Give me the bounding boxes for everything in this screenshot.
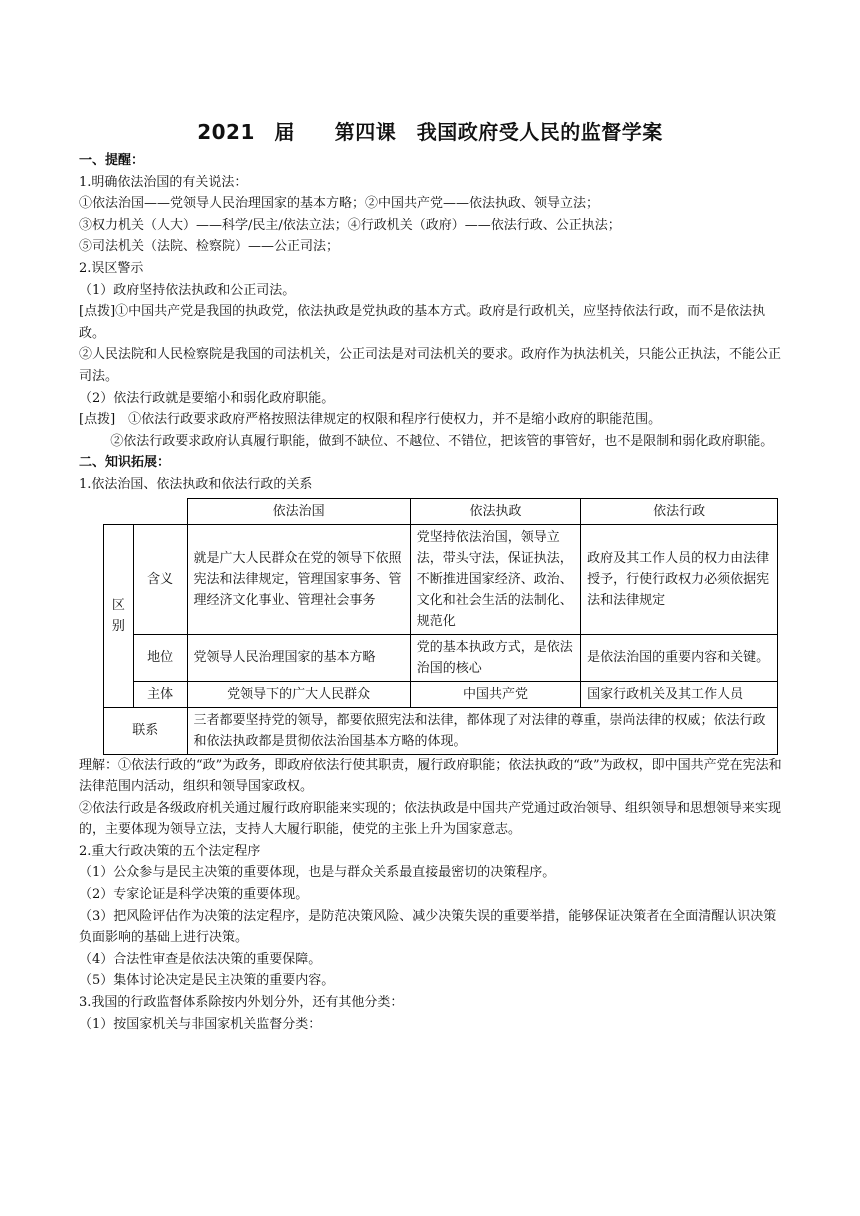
table-cell: 国家行政机关及其工作人员 [581,681,778,707]
paragraph: ⑤司法机关（法院、检察院）——公正司法； [79,239,340,255]
paragraph: （5）集体讨论决定是民主决策的重要内容。 [79,973,335,989]
table-cell: 党领导人民治理国家的基本方略 [187,634,410,681]
page-title: 2021 届 第四课 我国政府受人民的监督学案 [197,120,663,144]
table-cell: 就是广大人民群众在党的领导下依照宪法和法律规定，管理国家事务、管理经济文化事业、管理社会事务 [187,524,410,634]
table-cell: 党领导下的广大人民群众 [187,681,410,707]
table-row [104,707,778,754]
table-header: 依法行政 [581,498,778,524]
table-header: 依法执政 [410,498,580,524]
row-label: 含义 [133,524,187,634]
document-body [79,150,785,1035]
group-label: 区别 [104,524,134,707]
paragraph: （1）公众参与是民主决策的重要体现，也是与群众关系最直接最密切的决策程序。 [79,865,556,881]
paragraph: [点拨]①中国共产党是我国的执政党，依法执政是党执政的基本方式。政府是行政机关，应坚持依法行政，而不是依法执政。 [79,304,766,341]
paragraph: 1.明确依法治国的有关说法： [79,174,248,190]
paragraph: 2.误区警示 [79,260,144,276]
table-cell: 党的基本执政方式，是依法治国的核心 [410,634,580,681]
table-corner [104,498,188,524]
paragraph: ②人民法院和人民检察院是我国的司法机关，公正司法是对司法机关的要求。政府作为执法机关，只能公正执法，不能公正司法。 [79,347,782,384]
table-row [104,524,778,634]
paragraph: （2）依法行政就是要缩小和弱化政府职能。 [79,390,335,406]
table-row [104,634,778,681]
paragraph: （1）政府坚持依法执政和公正司法。 [79,282,296,298]
paragraph: （2）专家论证是科学决策的重要体现。 [79,887,309,903]
row-label: 地位 [133,634,187,681]
section-heading: 二、知识拓展： [79,455,171,471]
paragraph: 理解：①依法行政的“政”为政务，即政府依法行使其职责，履行政府职能；依法执政的“政”为政权，即中国共产党在宪法和法律范围内活动，组织和领导国家政权。 [79,757,782,795]
paragraph: ①依法治国——党领导人民治理国家的基本方略；②中国共产党——依法执政、领导立法； [79,196,600,212]
paragraph: （3）把风险评估作为决策的法定程序，是防范决策风险、减少决策失误的重要举措，能够保证决策者在全面清醒认识决策负面影响的基础上进行决策。 [79,908,777,946]
table-header-row [104,498,778,524]
table-row [104,681,778,707]
paragraph: 2.重大行政决策的五个法定程序 [79,843,261,859]
paragraph: ②依法行政是各级政府机关通过履行政府职能来实现的；依法执政是中国共产党通过政治领导、组织领导和思想领导来实现的，主要体现为领导立法，支持人大履行职能，使党的主张上升为国家意志。 [79,800,782,838]
paragraph: （1）按国家机关与非国家机关监督分类： [79,1016,322,1032]
paragraph: （4）合法性审查是依法决策的重要保障。 [79,951,322,967]
table-cell: 政府及其工作人员的权力由法律授予，行使行政权力必须依据宪法和法律规定 [581,524,778,634]
row-label: 联系 [104,707,188,754]
table-cell: 是依法治国的重要内容和关键。 [581,634,778,681]
paragraph: 3.我国的行政监督体系除按内外划分外，还有其他分类： [79,995,404,1011]
subheading: 1.依法治国、依法执政和依法行政的关系 [79,476,313,492]
relationship-table [103,498,778,755]
table-cell: 中国共产党 [410,681,580,707]
table-cell: 三者都要坚持党的领导，都要依照宪法和法律，都体现了对法律的尊重，崇尚法律的权威；依法行政和依法执政都是贯彻依法治国基本方略的体现。 [187,707,777,754]
table-cell: 党坚持依法治国，领导立法，带头守法，保证执法，不断推进国家经济、政治、文化和社会生活的法制化、规范化 [410,524,580,634]
paragraph: [点拨] ①依法行政要求政府严格按照法律规定的权限和程序行使权力，并不是缩小政府的职能范围。 [79,412,662,428]
paragraph: ③权力机关（人大）——科学/民主/依法立法；④行政机关（政府）——依法行政、公正执法； [79,217,621,233]
row-label: 主体 [133,681,187,707]
table-header: 依法治国 [187,498,410,524]
section-heading: 一、提醒： [79,153,145,168]
paragraph: ②依法行政要求政府认真履行职能，做到不缺位、不越位、不错位，把该管的事管好，也不是限制和弱化政府职能。 [110,433,774,449]
